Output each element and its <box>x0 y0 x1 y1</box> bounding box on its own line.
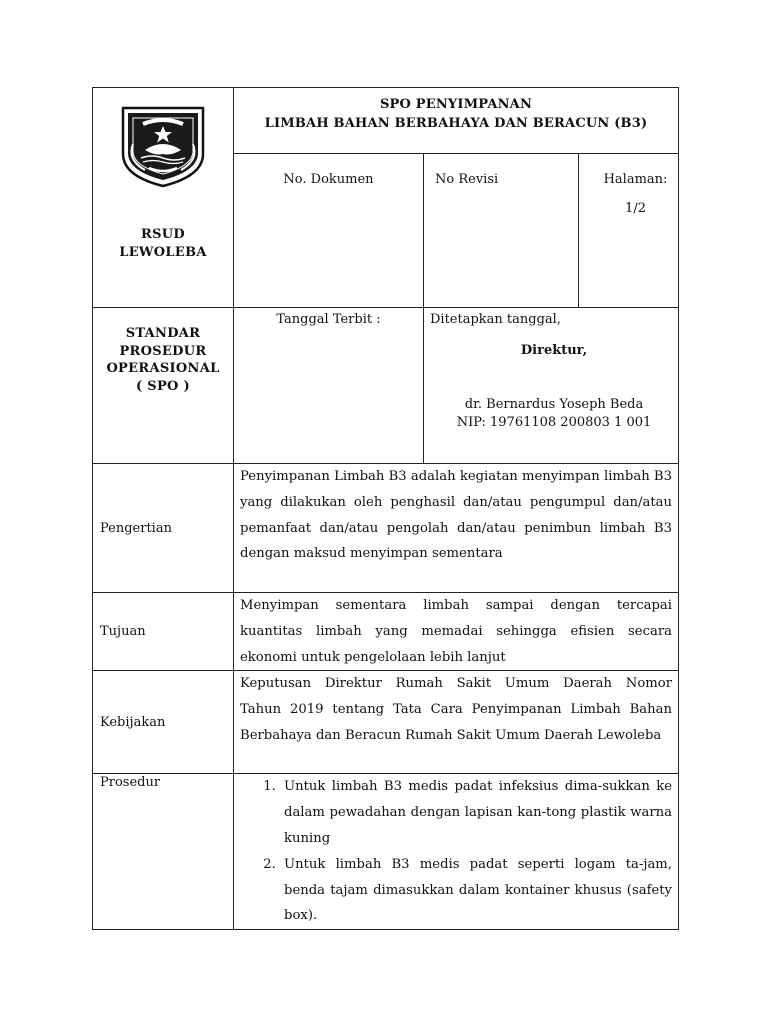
kebijakan-label: Kebijakan <box>93 671 234 774</box>
list-item: 2. Untuk limbah B3 medis padat seperti logam ta-jam, benda tajam dimasukkan dalam kontainer khusus (safety box). <box>280 852 672 929</box>
logo-cell <box>93 88 234 308</box>
tanggal-terbit-cell <box>234 308 424 464</box>
prosedur-cell <box>234 774 679 930</box>
ditetapkan-cell <box>424 308 679 464</box>
document-title <box>234 88 679 154</box>
halaman-value: 1/2 <box>625 201 646 216</box>
prosedur-list <box>234 774 678 929</box>
tujuan-text: Menyimpan sementara limbah sampai dengan tercapai kuantitas limbah yang memadai sehingga efisien secara ekonomi untuk pengelolaan lebih lanjut <box>234 593 679 671</box>
halaman-cell <box>579 154 679 308</box>
spo-document <box>92 87 689 930</box>
spo-title-cell <box>93 308 234 464</box>
spo-title-line-1: STANDAR <box>125 326 201 341</box>
spo-table <box>92 87 689 930</box>
no-dokumen-label: No. Dokumen <box>283 172 374 187</box>
shield-emblem-icon <box>119 104 207 188</box>
title-line-2: LIMBAH BAHAN BERBAHAYA DAN BERACUN (B3) <box>264 116 648 131</box>
pengertian-text: Penyimpanan Limbah B3 adalah kegiatan menyimpan limbah B3 yang dilakukan oleh penghasil dan/atau pengumpul dan/atau pemanfaat dan/atau pengolah dan/atau penimbun limbah B3 dengan maksud menyimpan sementara <box>234 464 679 593</box>
director-name: dr. Bernardus Yoseph Beda <box>464 397 644 412</box>
institution-text: RSUD LEWOLEBA <box>119 227 207 260</box>
direktur-label: Direktur, <box>520 343 588 358</box>
pengertian-label: Pengertian <box>93 464 234 593</box>
tanggal-terbit-label: Tanggal Terbit : <box>276 312 381 327</box>
prosedur-label: Prosedur <box>93 774 234 930</box>
list-item: 1. Untuk limbah B3 medis padat infeksius dima-sukkan ke dalam pewadahan dengan lapisan kan-tong plastik warna kuning <box>280 774 672 851</box>
ditetapkan-label: Ditetapkan tanggal, <box>430 312 561 327</box>
director-nip: NIP: 19761108 200803 1 001 <box>456 415 652 430</box>
no-dokumen-cell <box>234 154 424 308</box>
spo-title-line-2: PROSEDUR <box>119 343 207 359</box>
no-revisi-label: No Revisi <box>435 172 499 187</box>
signature-block <box>430 396 678 432</box>
institution-name <box>93 226 233 262</box>
spo-title-line-3: OPERASIONAL <box>106 361 220 376</box>
title-line-1: SPO PENYIMPANAN <box>379 97 533 112</box>
kebijakan-text: Keputusan Direktur Rumah Sakit Umum Daerah Nomor Tahun 2019 tentang Tata Cara Penyimpanan Limbah Bahan Berbahaya dan Beracun Rumah Sakit Umum Daerah Lewoleba <box>234 671 679 774</box>
no-revisi-cell <box>424 154 579 308</box>
spo-title-line-4: ( SPO ) <box>136 378 190 394</box>
halaman-label: Halaman: <box>603 172 668 187</box>
tujuan-label: Tujuan <box>93 593 234 671</box>
